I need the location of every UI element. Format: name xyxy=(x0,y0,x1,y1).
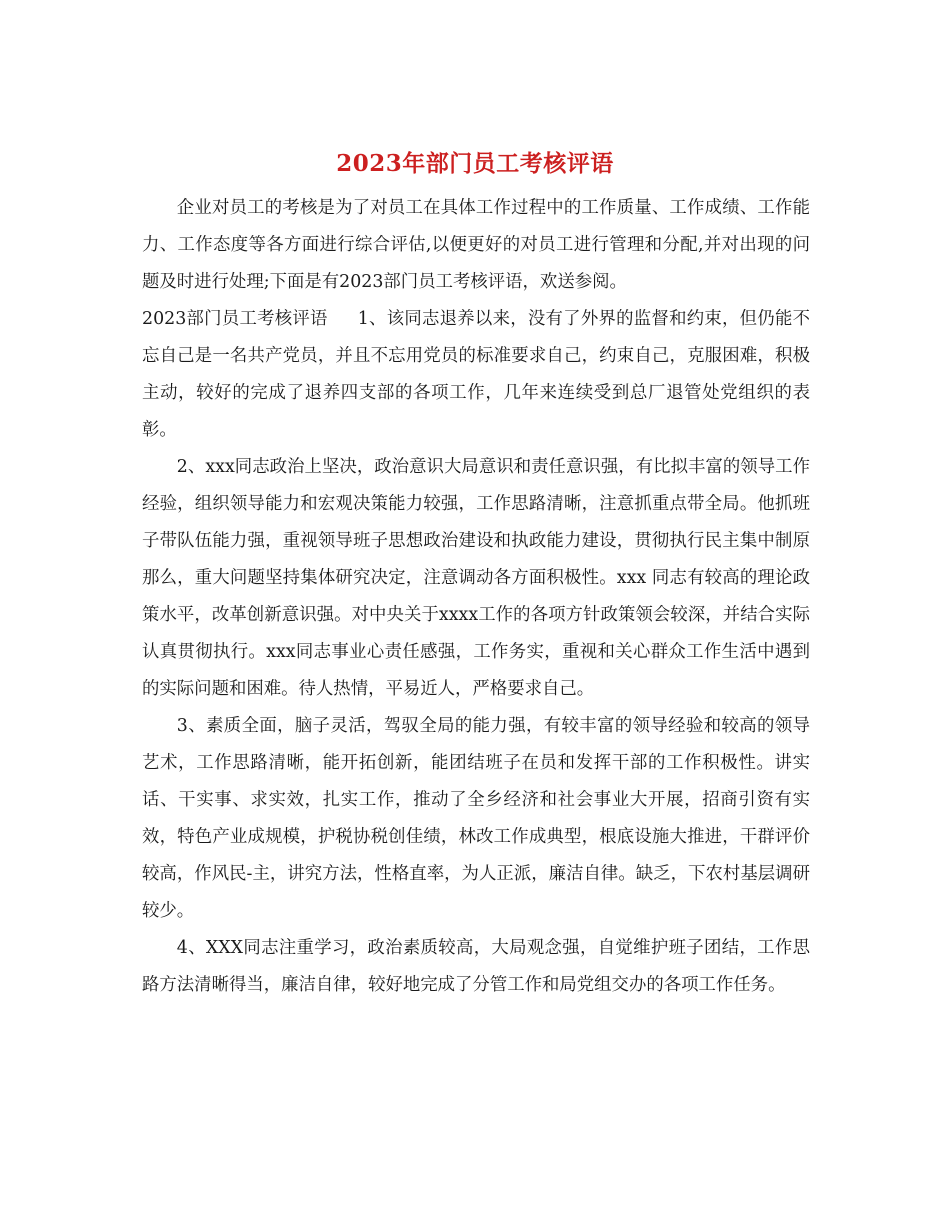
intro-paragraph: 企业对员工的考核是为了对员工在具体工作过程中的工作质量、工作成绩、工作能力、工作态度等各方面进行综合评估,以便更好的对员工进行管理和分配,并对出现的问题及时进行处理;下面是有2023部门员工考核评语，欢送参阅。 xyxy=(142,198,810,292)
item-1-text: 1、该同志退养以来，没有了外界的监督和约束，但仍能不忘自己是一名共产党员，并且不忘用党员的标准要求自己，约束自己，克服困难，积极主动，较好的完成了退养四支部的各项工作，几年来连续受到总厂退管处党组织的表彰。 xyxy=(142,309,810,440)
item-2-paragraph: 2、xxx同志政治上坚决，政治意识大局意识和责任意识强，有比拟丰富的领导工作经验，组织领导能力和宏观决策能力较强，工作思路清晰，注意抓重点带全局。他抓班子带队伍能力强，重视领导班子思想政治建设和执政能力建设，贯彻执行民主集中制原那么，重大问题坚持集体研究决定，注意调动各方面积极性。xxx 同志有较高的理论政策水平，改革创新意识强。对中央关于xxxx工作的各项方针政策领会较深，并结合实际认真贯彻执行。xxx同志事业心责任感强，工作务实，重视和关心群众工作生活中遇到的实际问题和困难。待人热情，平易近人，严格要求自己。 xyxy=(142,457,810,699)
document-title: 2023年部门员工考核评语 xyxy=(336,150,614,177)
section-paragraph xyxy=(142,301,810,449)
section-heading: 2023部门员工考核评语 xyxy=(142,309,328,329)
item-3-paragraph: 3、素质全面，脑子灵活，驾驭全局的能力强，有较丰富的领导经验和较高的领导艺术，工作思路清晰，能开拓创新，能团结班子在员和发挥干部的工作积极性。讲实话、干实事、求实效，扎实工作，推动了全乡经济和社会事业大开展，招商引资有实效，特色产业成规模，护税协税创佳绩，林改工作成典型，根底设施大推进，干群评价较高，作风民-主，讲究方法，性格直率，为人正派，廉洁自律。缺乏，下农村基层调研较少。 xyxy=(142,716,810,921)
document-body xyxy=(142,190,810,1004)
item-4-paragraph: 4、XXX同志注重学习，政治素质较高，大局观念强，自觉维护班子团结，工作思路方法清晰得当，廉洁自律，较好地完成了分管工作和局党组交办的各项工作任务。 xyxy=(142,938,810,995)
